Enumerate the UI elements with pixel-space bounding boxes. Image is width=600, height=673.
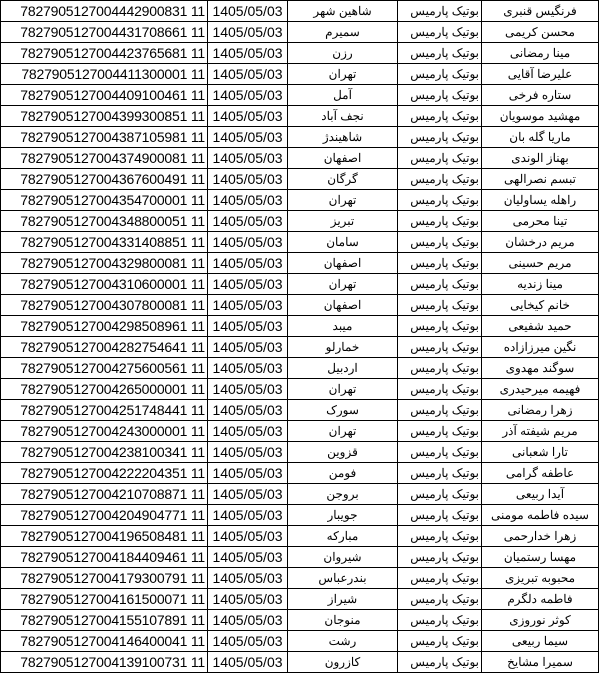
customer-name-cell: آیدا ربیعی [482,484,599,505]
shop-cell: بوتیک پارمیس [398,274,482,295]
customer-name-cell: مریم درخشان [482,232,599,253]
tracking-code-cell: 7827905127004184409461 11 [1,547,208,568]
date-cell: 1405/05/03 [208,568,288,589]
shop-cell: بوتیک پارمیس [398,169,482,190]
city-cell: تبریز [288,211,398,232]
city-cell: اردبیل [288,358,398,379]
table-row [1,631,599,652]
customer-name-cell: سیما ربیعی [482,631,599,652]
date-cell: 1405/05/03 [208,337,288,358]
city-cell: خمارلو [288,337,398,358]
date-cell: 1405/05/03 [208,85,288,106]
table-row [1,43,599,64]
city-cell: آمل [288,85,398,106]
city-cell: اصفهان [288,148,398,169]
table-row [1,505,599,526]
shop-cell: بوتیک پارمیس [398,421,482,442]
table-row [1,1,599,22]
table-row [1,190,599,211]
shop-cell: بوتیک پارمیس [398,400,482,421]
date-cell: 1405/05/03 [208,652,288,673]
city-cell: تهران [288,379,398,400]
customer-name-cell: خانم کیخایی [482,295,599,316]
date-cell: 1405/05/03 [208,631,288,652]
date-cell: 1405/05/03 [208,211,288,232]
city-cell: تهران [288,421,398,442]
tracking-code-cell: 7827905127004431708661 11 [1,22,208,43]
city-cell: سورک [288,400,398,421]
customer-name-cell: مریم شیفته آذر [482,421,599,442]
tracking-code-cell: 7827905127004307800081 11 [1,295,208,316]
customer-name-cell: عاطفه گرامی [482,463,599,484]
tracking-code-cell: 7827905127004331408851 11 [1,232,208,253]
date-cell: 1405/05/03 [208,547,288,568]
customer-name-cell: مینا رمضانی [482,43,599,64]
shop-cell: بوتیک پارمیس [398,337,482,358]
shop-cell: بوتیک پارمیس [398,85,482,106]
city-cell: تهران [288,274,398,295]
table-row [1,484,599,505]
date-cell: 1405/05/03 [208,295,288,316]
customer-name-cell: حمید شفیعی [482,316,599,337]
table-row [1,316,599,337]
tracking-code-cell: 7827905127004374900081 11 [1,148,208,169]
customer-name-cell: تبسم نصرالهی [482,169,599,190]
shop-cell: بوتیک پارمیس [398,463,482,484]
shipment-table-body [1,1,599,673]
table-row [1,358,599,379]
date-cell: 1405/05/03 [208,589,288,610]
table-row [1,610,599,631]
tracking-code-cell: 7827905127004146400041 11 [1,631,208,652]
date-cell: 1405/05/03 [208,169,288,190]
customer-name-cell: محسن کریمی [482,22,599,43]
customer-name-cell: بهناز الوندی [482,148,599,169]
table-row [1,253,599,274]
city-cell: بندرعباس [288,568,398,589]
table-row [1,295,599,316]
table-row [1,652,599,673]
date-cell: 1405/05/03 [208,379,288,400]
tracking-code-cell: 7827905127004298508961 11 [1,316,208,337]
table-row [1,379,599,400]
shop-cell: بوتیک پارمیس [398,631,482,652]
customer-name-cell: مریم حسینی [482,253,599,274]
shop-cell: بوتیک پارمیس [398,442,482,463]
customer-name-cell: مهسا رستمیان [482,547,599,568]
table-row [1,589,599,610]
customer-name-cell: فاطمه دلگرم [482,589,599,610]
table-row [1,526,599,547]
customer-name-cell: فهیمه میرحیدری [482,379,599,400]
date-cell: 1405/05/03 [208,253,288,274]
date-cell: 1405/05/03 [208,232,288,253]
shop-cell: بوتیک پارمیس [398,190,482,211]
customer-name-cell: ستاره فرخی [482,85,599,106]
city-cell: جویبار [288,505,398,526]
tracking-code-cell: 7827905127004238100341 11 [1,442,208,463]
city-cell: سامان [288,232,398,253]
tracking-code-cell: 7827905127004399300851 11 [1,106,208,127]
tracking-code-cell: 7827905127004196508481 11 [1,526,208,547]
shop-cell: بوتیک پارمیس [398,253,482,274]
table-row [1,400,599,421]
city-cell: شاهین شهر [288,1,398,22]
tracking-code-cell: 7827905127004155107891 11 [1,610,208,631]
table-row [1,442,599,463]
tracking-code-cell: 7827905127004354700001 11 [1,190,208,211]
shop-cell: بوتیک پارمیس [398,316,482,337]
customer-name-cell: زهرا خدارحمی [482,526,599,547]
tracking-code-cell: 7827905127004329800081 11 [1,253,208,274]
table-row [1,85,599,106]
tracking-code-cell: 7827905127004367600491 11 [1,169,208,190]
city-cell: گرگان [288,169,398,190]
table-row [1,274,599,295]
date-cell: 1405/05/03 [208,400,288,421]
date-cell: 1405/05/03 [208,1,288,22]
customer-name-cell: سمیرا مشایخ [482,652,599,673]
date-cell: 1405/05/03 [208,526,288,547]
tracking-code-cell: 7827905127004222204351 11 [1,463,208,484]
shop-cell: بوتیک پارمیس [398,589,482,610]
city-cell: اصفهان [288,295,398,316]
date-cell: 1405/05/03 [208,22,288,43]
city-cell: شاهیندژ [288,127,398,148]
tracking-code-cell: 7827905127004161500071 11 [1,589,208,610]
city-cell: نجف آباد [288,106,398,127]
date-cell: 1405/05/03 [208,127,288,148]
shop-cell: بوتیک پارمیس [398,379,482,400]
city-cell: قزوین [288,442,398,463]
customer-name-cell: ماریا گله بان [482,127,599,148]
shop-cell: بوتیک پارمیس [398,22,482,43]
shop-cell: بوتیک پارمیس [398,232,482,253]
shop-cell: بوتیک پارمیس [398,610,482,631]
customer-name-cell: سوگند مهدوی [482,358,599,379]
tracking-code-cell: 7827905127004387105981 11 [1,127,208,148]
tracking-code-cell: 7827905127004423765681 11 [1,43,208,64]
table-row [1,64,599,85]
tracking-code-cell: 7827905127004409100461 11 [1,85,208,106]
tracking-code-cell: 7827905127004265000001 11 [1,379,208,400]
date-cell: 1405/05/03 [208,274,288,295]
tracking-code-cell: 7827905127004442900831 11 [1,1,208,22]
date-cell: 1405/05/03 [208,442,288,463]
shop-cell: بوتیک پارمیس [398,358,482,379]
date-cell: 1405/05/03 [208,484,288,505]
city-cell: سمیرم [288,22,398,43]
table-row [1,106,599,127]
shop-cell: بوتیک پارمیس [398,568,482,589]
date-cell: 1405/05/03 [208,505,288,526]
shop-cell: بوتیک پارمیس [398,106,482,127]
date-cell: 1405/05/03 [208,64,288,85]
shop-cell: بوتیک پارمیس [398,295,482,316]
tracking-code-cell: 7827905127004204904771 11 [1,505,208,526]
city-cell: فومن [288,463,398,484]
city-cell: رزن [288,43,398,64]
table-row [1,547,599,568]
customer-name-cell: مهشید موسویان [482,106,599,127]
table-row [1,463,599,484]
tracking-code-cell: 7827905127004411300001 11 [1,64,208,85]
shop-cell: بوتیک پارمیس [398,43,482,64]
customer-name-cell: تارا شعبانی [482,442,599,463]
shop-cell: بوتیک پارمیس [398,148,482,169]
date-cell: 1405/05/03 [208,316,288,337]
shop-cell: بوتیک پارمیس [398,64,482,85]
table-row [1,232,599,253]
tracking-code-cell: 7827905127004210708871 11 [1,484,208,505]
city-cell: رشت [288,631,398,652]
date-cell: 1405/05/03 [208,358,288,379]
shop-cell: بوتیک پارمیس [398,547,482,568]
tracking-code-cell: 7827905127004310600001 11 [1,274,208,295]
shop-cell: بوتیک پارمیس [398,505,482,526]
tracking-code-cell: 7827905127004243000001 11 [1,421,208,442]
customer-name-cell: زهرا رمضانی [482,400,599,421]
customer-name-cell: تینا محرمی [482,211,599,232]
date-cell: 1405/05/03 [208,106,288,127]
table-row [1,211,599,232]
date-cell: 1405/05/03 [208,610,288,631]
tracking-code-cell: 7827905127004139100731 11 [1,652,208,673]
date-cell: 1405/05/03 [208,43,288,64]
city-cell: شیروان [288,547,398,568]
table-row [1,337,599,358]
shop-cell: بوتیک پارمیس [398,652,482,673]
city-cell: میبد [288,316,398,337]
city-cell: تهران [288,64,398,85]
tracking-code-cell: 7827905127004348800051 11 [1,211,208,232]
date-cell: 1405/05/03 [208,463,288,484]
city-cell: شیراز [288,589,398,610]
tracking-code-cell: 7827905127004179300791 11 [1,568,208,589]
customer-name-cell: نگین میرزازاده [482,337,599,358]
table-row [1,421,599,442]
shop-cell: بوتیک پارمیس [398,211,482,232]
city-cell: مبارکه [288,526,398,547]
shop-cell: بوتیک پارمیس [398,526,482,547]
table-row [1,127,599,148]
city-cell: تهران [288,190,398,211]
tracking-code-cell: 7827905127004251748441 11 [1,400,208,421]
customer-name-cell: فرنگیس قنبری [482,1,599,22]
table-row [1,148,599,169]
table-row [1,22,599,43]
city-cell: اصفهان [288,253,398,274]
shop-cell: بوتیک پارمیس [398,127,482,148]
shop-cell: بوتیک پارمیس [398,484,482,505]
date-cell: 1405/05/03 [208,421,288,442]
customer-name-cell: علیرضا آقایی [482,64,599,85]
date-cell: 1405/05/03 [208,148,288,169]
table-row [1,568,599,589]
tracking-code-cell: 7827905127004275600561 11 [1,358,208,379]
date-cell: 1405/05/03 [208,190,288,211]
customer-name-cell: مینا زندیه [482,274,599,295]
table-row [1,169,599,190]
tracking-code-cell: 7827905127004282754641 11 [1,337,208,358]
city-cell: منوجان [288,610,398,631]
customer-name-cell: کوثر نوروزی [482,610,599,631]
customer-name-cell: سیده فاطمه مومنی [482,505,599,526]
city-cell: بروجن [288,484,398,505]
shop-cell: بوتیک پارمیس [398,1,482,22]
customer-name-cell: راهله یساولیان [482,190,599,211]
city-cell: کازرون [288,652,398,673]
customer-name-cell: محبوبه تبریزی [482,568,599,589]
